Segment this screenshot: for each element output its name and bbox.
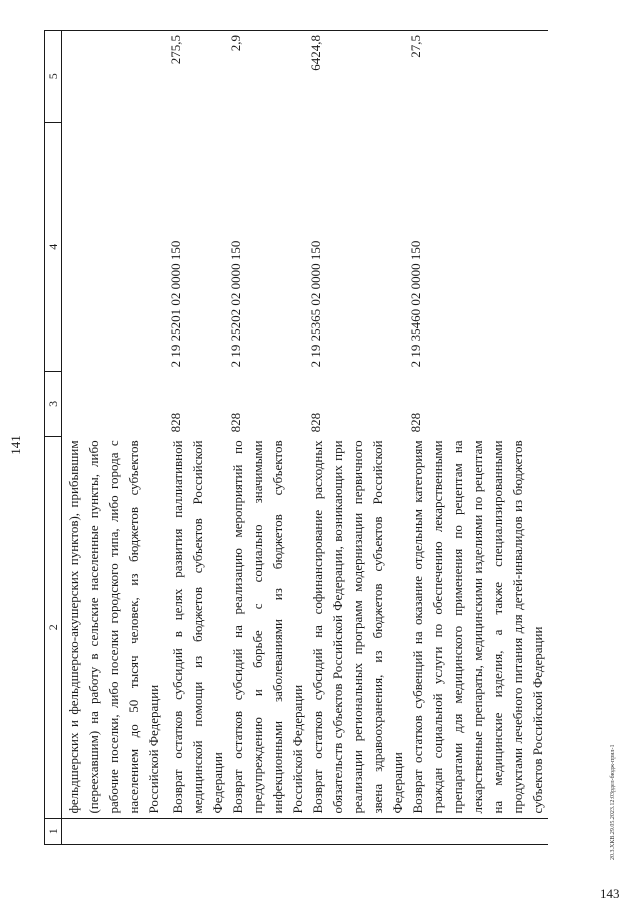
row-description: Возврат остатков субсидий в целях развития паллиативной медицинской помощи из бюджетов субъектов Российской Федерации xyxy=(170,440,225,814)
column-header-4: 4 xyxy=(45,122,62,371)
column-header-3: 3 xyxy=(45,371,62,436)
table-row xyxy=(408,31,548,845)
column-header-1: 1 xyxy=(45,818,62,844)
page-number: 141 xyxy=(8,435,23,455)
row-admin-code: 828 xyxy=(168,412,183,433)
folio-number: 143 xyxy=(600,886,620,901)
row-description: Возврат остатков субсидий на реализацию мероприятий по предупреждению и борьбе с социально значимыми инфекционными заболеваниями из бюджетов субъектов Российской Федерации xyxy=(230,440,305,814)
budget-table xyxy=(44,30,548,845)
table-row xyxy=(308,31,408,845)
column-header-5: 5 xyxy=(45,31,62,123)
table-row xyxy=(62,31,169,845)
document-id-text: 20.3.ХКВ.29.05.2023.12:03рдел-бюдж-прил-1 xyxy=(610,744,616,860)
row-description: Возврат остатков субсидий на софинансирование расходных обязательств субъектов Российской Федерации, возникающих при реализации региональных программ модернизации первичного звена здравоохранения, из бюджетов субъектов Российской Федерации xyxy=(310,440,405,814)
table-row xyxy=(168,31,228,845)
row-admin-code: 828 xyxy=(228,412,243,433)
row-budget-code: 2 19 25201 02 0000 150 xyxy=(168,240,183,368)
row-admin-code: 828 xyxy=(408,412,423,433)
column-header-2: 2 xyxy=(45,436,62,818)
row-admin-code: 828 xyxy=(308,412,323,433)
row-amount: 2,9 xyxy=(228,31,308,123)
row-admin-code xyxy=(62,371,169,436)
row-budget-code: 2 19 25365 02 0000 150 xyxy=(308,240,323,368)
row-amount: 27,5 xyxy=(408,31,548,123)
row-budget-code: 2 19 35460 02 0000 150 xyxy=(408,240,423,368)
row-budget-code xyxy=(62,122,169,371)
row-amount: 275,5 xyxy=(168,31,228,123)
row-description: фельдшерских и фельдшерско-акушерских пунктов), прибывшим (переехавшим) на работу в сельские населенные пункты, либо рабочие поселки, либо поселки городского типа, либо города с населением до 50 тысяч человек, из бюджетов субъектов Российской Федерации xyxy=(66,440,161,814)
row-amount xyxy=(62,31,169,123)
row-description: Возврат остатков субвенций на оказание отдельным категориям граждан социальной услуги по обеспечению лекарственными препаратами для медицинского применения по рецептам на лекарственные препараты, медицинскими изделиями по рецептам на медицинские изделия, а также специализированными продуктами лечебного питания для детей-инвалидов из бюджетов субъектов Российской Федерации xyxy=(410,440,545,814)
document-id-mark xyxy=(610,600,620,860)
table-header xyxy=(45,31,62,845)
table-row xyxy=(228,31,308,845)
row-amount: 6424,8 xyxy=(308,31,408,123)
row-budget-code: 2 19 25202 02 0000 150 xyxy=(228,240,243,368)
